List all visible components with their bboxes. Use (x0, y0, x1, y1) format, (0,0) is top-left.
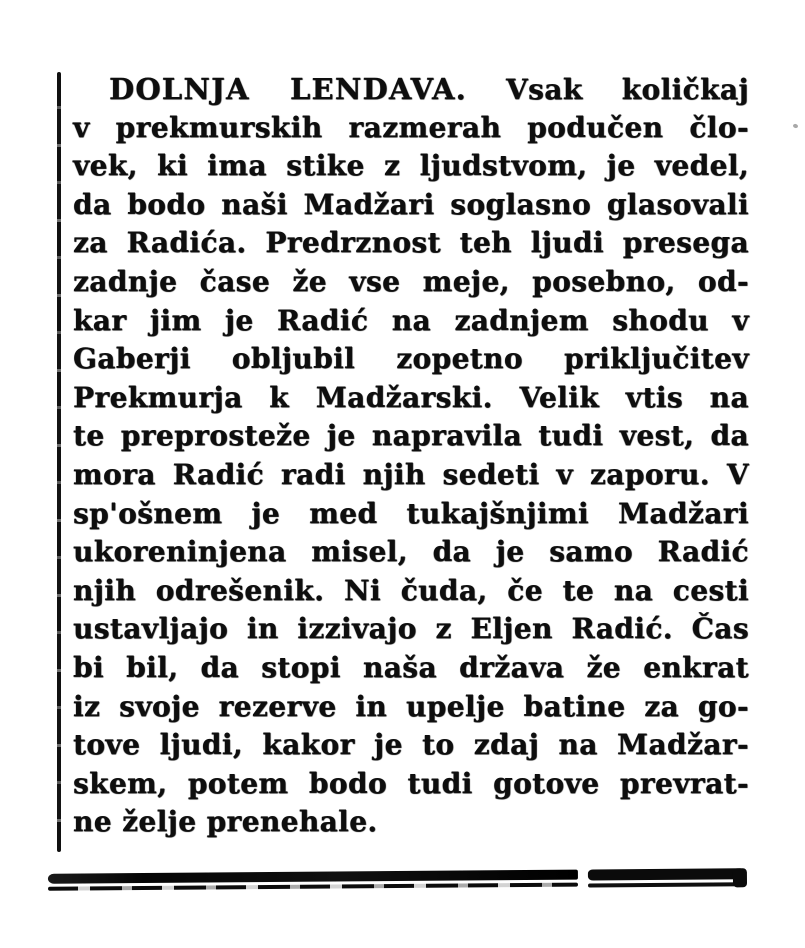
divider-left-segment (48, 870, 578, 891)
divider-left-underline (48, 883, 578, 891)
text-line: iz svoje rezerve in upelje batine za go- (73, 689, 749, 723)
text-line: tove ljudi, kakor je to zdaj na Madžar- (73, 728, 749, 762)
text-line: skem, potem bodo tudi gotove prevrat- (73, 766, 749, 800)
article-first-line (73, 70, 749, 109)
divider-right-segment (588, 868, 745, 887)
text-line: ustavljajo in izzivajo z Eljen Radić. Čas (73, 612, 749, 646)
divider-left-bar (48, 870, 578, 884)
text-line: da bodo naši Madžari soglasno glasovali (73, 187, 749, 221)
text-line: ukoreninjena misel, da je samo Radić (73, 535, 749, 569)
divider-right-bar (588, 868, 745, 880)
paper-speck (792, 123, 798, 128)
text-line: bi bil, da stopi naša država že enkrat (73, 650, 749, 684)
text-line: zadnje čase že vse meje, posebno, od- (73, 264, 749, 298)
text-line: te preprosteže je napravila tudi vest, da (73, 419, 749, 453)
left-column-rule (57, 72, 61, 852)
text-line: kar jim je Radić na zadnjem shodu v (73, 303, 749, 337)
article-heading: DOLNJA LENDAVA. (109, 72, 467, 106)
text-line: njih odrešenik. Ni čuda, če te na cesti (73, 573, 749, 607)
text-line: Gaberji obljubil zopetno priključitev (73, 342, 749, 376)
text-line: mora Radić radi njih sedeti v zaporu. V (73, 457, 749, 491)
text-line: vek, ki ima stike z ljudstvom, je vedel, (73, 149, 749, 183)
text-line: ne želje prenehale. (73, 805, 378, 839)
article-first-line-rest: Vsak količkaj (506, 73, 749, 106)
article-lines (73, 109, 749, 842)
text-line: Prekmurja k Madžarski. Velik vtis na (73, 380, 749, 414)
text-line: za Radića. Predrznost teh ljudi presega (73, 226, 749, 260)
text-line: v prekmurskih razmerah podučen člo- (73, 110, 749, 144)
bottom-divider-rule (48, 868, 746, 901)
divider-right-underline (588, 882, 745, 887)
article-text-column (73, 70, 749, 842)
text-line: sp'ošnem je med tukajšnjimi Madžari (73, 496, 749, 530)
